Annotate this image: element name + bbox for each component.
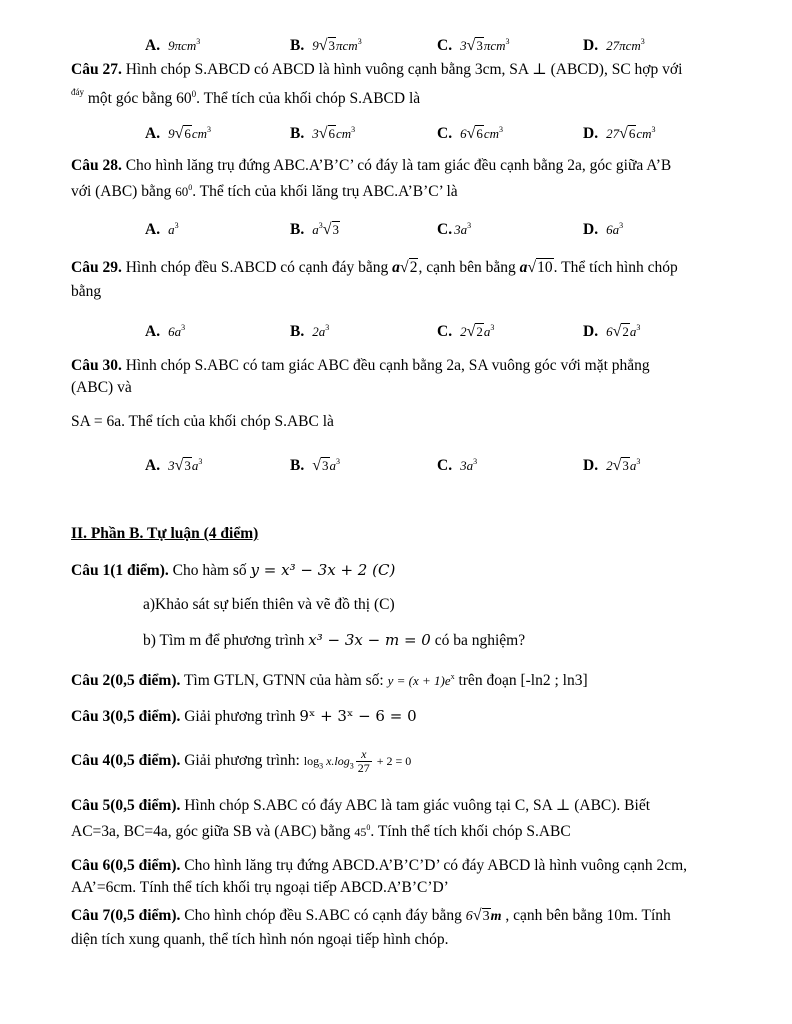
q26-option-a: A. 9πcm$^3$ [145, 37, 201, 54]
q27-line-2: $^{đáy}$ một góc bằng $60^0$. Thể tích của khối chóp S.ABCD là [71, 87, 421, 107]
q30-option-d: D. $2√3a^3$ [583, 457, 641, 474]
q30-line-3: SA = 6a. Thể tích của khối chóp S.ABC là [71, 413, 334, 430]
q29-option-c: C. $2√2a^3$ [437, 323, 495, 340]
q27-option-a: A. $9√6cm^3$ [145, 125, 212, 142]
q28-option-a: A. $a^3$ [145, 221, 179, 238]
q29-option-d: D. $6√2a^3$ [583, 323, 641, 340]
fraction: $\frac{x}{27}$ [357, 747, 370, 775]
q27-option-c: C. $6√6cm^3$ [437, 125, 504, 142]
q30-option-b: B. $√3a^3$ [290, 457, 340, 474]
essay-q1-part-b: b) Tìm m để phương trình x³ − 3x − m = 0 có ba nghiệm? [143, 631, 526, 649]
essay-q5-line-2: AC=3a, BC=4a, góc giữa SB và (ABC) bằng $45^0$. Tính thể tích khối chóp S.ABC [71, 823, 571, 841]
essay-q1-line: Câu 1(1 điểm). Cho hàm số y = x³ − 3x + 2 (C) [71, 561, 396, 579]
q26-option-d: D. 27πcm$^3$ [583, 37, 645, 54]
q28-option-d: D. $6a^3$ [583, 221, 624, 238]
essay-q1-part-a: a)Khảo sát sự biến thiên và vẽ đồ thị (C) [143, 596, 395, 613]
essay-q3-line: Câu 3(0,5 điểm). Giải phương trình 9ˣ + 3ˣ − 6 = 0 [71, 707, 417, 725]
q27-option-b: B. $3√6cm^3$ [290, 125, 356, 142]
q30-line-2: (ABC) và [71, 379, 132, 396]
q28-option-b: B. $a^3√3$ [290, 221, 339, 238]
q27-option-d: D. $27√6cm^3$ [583, 125, 656, 142]
q30-line-1: Câu 30. Hình chóp S.ABC có tam giác ABC đều cạnh bằng 2a, SA vuông góc với mặt phẳng [71, 357, 650, 374]
q30-option-a: A. $3√3a^3$ [145, 457, 203, 474]
essay-q7-line-1: Câu 7(0,5 điểm). Cho hình chóp đều S.ABC có cạnh đáy bằng 6√3m , cạnh bên bằng 10m. Tính [71, 907, 671, 924]
part-b-heading: II. Phần B. Tự luận (4 điểm) [71, 525, 259, 542]
q26-option-c: C. 3√3πcm$^3$ [437, 37, 510, 54]
essay-q2-line: Câu 2(0,5 điểm). Tìm GTLN, GTNN của hàm số: $y = (x + 1)e^x$ trên đoạn [-ln2 ; ln3] [71, 672, 588, 689]
q29-option-b: B. $2a^3$ [290, 323, 330, 340]
essay-q6-line-1: Câu 6(0,5 điểm). Cho hình lăng trụ đứng ABCD.A’B’C’D’ có đáy ABCD là hình vuông cạnh 2cm, [71, 857, 688, 874]
essay-q5-line-1: Câu 5(0,5 điểm). Hình chóp S.ABC có đáy ABC là tam giác vuông tại C, SA ⊥ (ABC). Biết [71, 797, 651, 814]
q27-line-1: Câu 27. Hình chóp S.ABCD có ABCD là hình vuông cạnh bằng 3cm, SA ⊥ (ABCD), SC hợp với [71, 61, 683, 78]
essay-q4-line: Câu 4(0,5 điểm). Giải phương trình: $\log_3 x.\log_3$ $\frac{x}{27}$ + 2 = 0 [71, 747, 412, 775]
q28-line-2: với (ABC) bằng $60^0$. Thể tích của khối lăng trụ ABC.A’B’C’ là [71, 183, 458, 201]
q26-option-b: B. 9√3πcm$^3$ [290, 37, 362, 54]
q29-line-2: bằng [71, 283, 102, 300]
essay-q7-line-2: diện tích xung quanh, thể tích hình nón ngoại tiếp hình chóp. [71, 931, 449, 948]
q29-line-1: Câu 29. Hình chóp đều S.ABCD có cạnh đáy bằng a√2, cạnh bên bằng a√10. Thể tích hình chóp [71, 259, 678, 276]
q28-line-1: Câu 28. Cho hình lăng trụ đứng ABC.A’B’C’ có đáy là tam giác đều cạnh bằng 2a, góc giữa A’B [71, 157, 672, 174]
essay-q6-line-2: AA’=6cm. Tính thể tích khối trụ ngoại tiếp ABCD.A’B’C’D’ [71, 879, 449, 896]
q29-option-a: A. $6a^3$ [145, 323, 186, 340]
q28-option-c: C. $3a^3$ [437, 221, 472, 238]
q30-option-c: C. $3a^3$ [437, 457, 478, 474]
